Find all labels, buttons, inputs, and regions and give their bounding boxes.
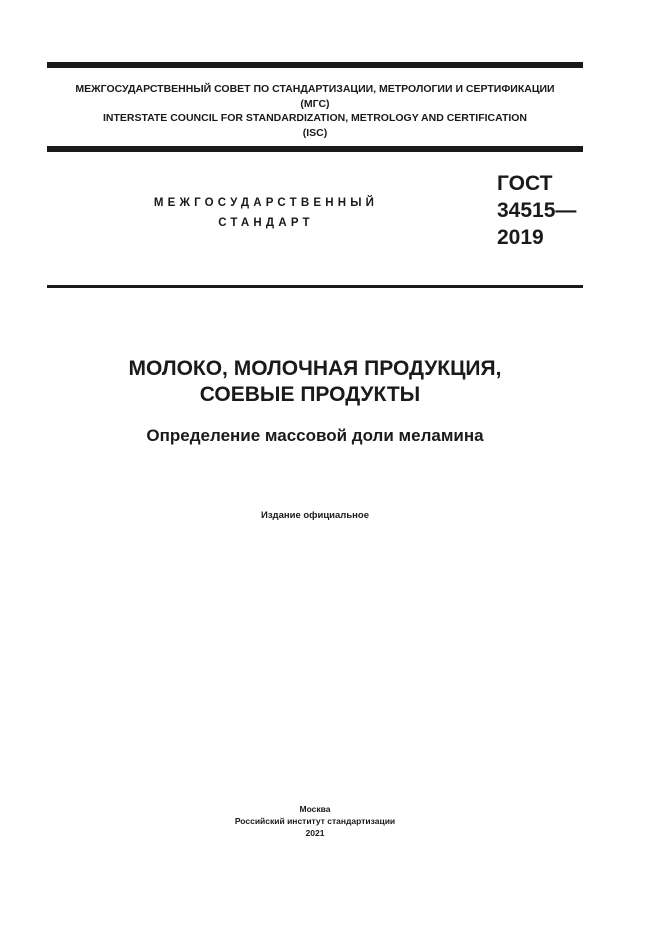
document-title <box>47 356 583 408</box>
gost-year: 2019 <box>497 226 544 249</box>
document-subtitle: Определение массовой доли меламина <box>146 426 484 445</box>
top-rule <box>47 62 583 68</box>
imprint-publisher: Российский институт стандартизации <box>234 816 396 826</box>
council-header <box>47 82 583 140</box>
gost-prefix: ГОСТ <box>497 172 553 195</box>
gost-designation <box>497 170 576 251</box>
council-name-ru: МЕЖГОСУДАРСТВЕННЫЙ СОВЕТ ПО СТАНДАРТИЗАЦИИ, МЕТРОЛОГИИ И СЕРТИФИКАЦИИ <box>75 83 555 95</box>
title-line2: СОЕВЫЕ ПРОДУКТЫ <box>199 383 421 406</box>
standard-type-label <box>130 193 402 233</box>
gost-number: 34515— <box>497 199 577 222</box>
imprint-city: Москва <box>299 804 331 814</box>
edition-note: Издание официальное <box>261 510 369 521</box>
header-bottom-rule <box>47 146 583 152</box>
council-abbr-en: (ISC) <box>302 126 328 139</box>
imprint <box>47 803 583 839</box>
imprint-year: 2021 <box>305 828 325 838</box>
council-name-en: INTERSTATE COUNCIL FOR STANDARDIZATION, METROLOGY AND CERTIFICATION <box>102 112 528 124</box>
title-line1: МОЛОКО, МОЛОЧНАЯ ПРОДУКЦИЯ, <box>128 357 502 380</box>
standard-label-line1: МЕЖГОСУДАРСТВЕННЫЙ <box>153 197 379 209</box>
council-abbr-ru: (МГС) <box>300 97 330 110</box>
section-rule <box>47 285 583 288</box>
standard-label-line2: СТАНДАРТ <box>218 217 314 229</box>
